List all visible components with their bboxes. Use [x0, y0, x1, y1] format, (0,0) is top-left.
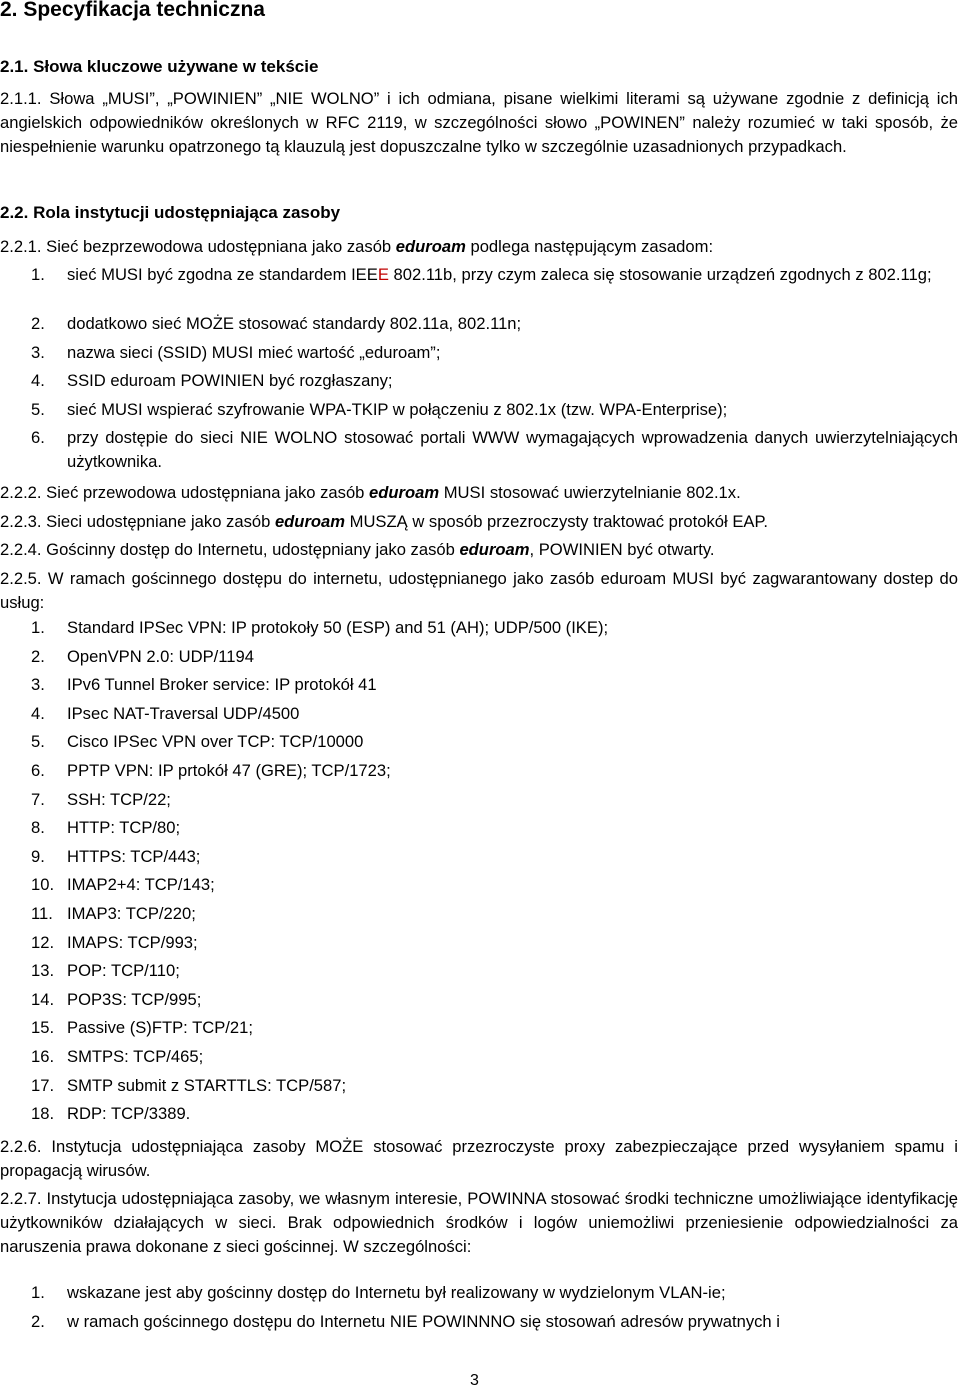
list-item-text: SSID eduroam POWINIEN być rozgłaszany; [67, 371, 393, 390]
paragraph-label: 2.2.2. [0, 483, 42, 502]
list-item-text: IMAP2+4: TCP/143; [67, 875, 215, 895]
list-item [0, 426, 958, 474]
list-item-text: RDP: TCP/3389. [67, 1104, 191, 1124]
list-item-number: 11. [31, 904, 53, 923]
list-item-text: HTTPS: TCP/443; [67, 846, 201, 866]
list-item [0, 702, 958, 726]
list-item-text: wskazane jest aby gościnny dostęp do Internetu był realizowany w wydzielonym VLAN-ie; [67, 1283, 726, 1302]
list-item-number: 2. [31, 646, 45, 666]
list-item-number: 13. [31, 961, 55, 981]
list-item-number: 8. [31, 818, 45, 838]
paragraph-label: 2.2.3. [0, 512, 42, 531]
list-item-text: PPTP VPN: IP prtokół 47 (GRE); TCP/1723; [67, 761, 391, 780]
paragraph-text: Słowa „MUSI”, „POWINIEN” „NIE WOLNO” i ich odmiana, pisane wielkimi literami są używane zgodnie z definicją ich angielskich odpowiedników określonych w RFC 2119, w szczególności słowo „POWINEN” należy rozumieć w taki sposób, że niespełnienie warunku opatrzonego tą klauzulą jest dopuszczalne tylko w szczególnie uzasadnionych przypadkach. [0, 89, 958, 156]
list-item-text: POP: TCP/110; [67, 961, 180, 981]
list-item-number: 6. [31, 761, 45, 780]
eduroam-emphasis: eduroam [274, 512, 346, 531]
list-item-text: IMAPS: TCP/993; [67, 932, 198, 952]
list-item-text: IPsec NAT-Traversal UDP/4500 [67, 703, 300, 723]
list-item-number: 6. [31, 428, 45, 447]
page-number: 3 [470, 1372, 479, 1389]
list-item-text: dodatkowo sieć MOŻE stosować standardy 802.11a, 802.11n; [67, 314, 522, 333]
list-item-text: IMAP3: TCP/220; [67, 904, 196, 923]
list-item-number: 3. [31, 343, 45, 362]
subsection-heading-2-1: 2.1. Słowa kluczowe używane w tekście [0, 57, 319, 76]
list-item-text: SMTPS: TCP/465; [67, 1047, 204, 1066]
paragraph-label: 2.2.7. [0, 1189, 42, 1208]
list-item-number: 15. [31, 1018, 55, 1038]
list-item [0, 902, 958, 926]
list-item-text: sieć MUSI być zgodna ze standardem IEEE 802.11b, przy czym zaleca się stosowanie urządzeń zgodnych z 802.11g; [67, 265, 932, 284]
paragraph-2-2-3: 2.2.3. Sieci udostępniane jako zasób eduroam MUSZĄ w sposób przezroczysty traktować protokół EAP. [0, 512, 769, 531]
list-item-number: 1. [31, 1283, 45, 1302]
list-item-number: 9. [31, 846, 45, 866]
list-item-text: POP3S: TCP/995; [67, 989, 202, 1009]
list-item-number: 16. [31, 1047, 55, 1066]
paragraph-2-2-7 [0, 1187, 958, 1259]
eduroam-emphasis: eduroam [459, 540, 530, 559]
list-item [0, 959, 958, 983]
list-item [0, 873, 958, 897]
eduroam-emphasis: eduroam [395, 237, 466, 256]
list-item-number: 10. [31, 875, 55, 895]
list-item [0, 788, 958, 812]
list-item [0, 645, 958, 669]
paragraph-label: 2.2.5. [0, 569, 42, 588]
paragraph-label: 2.2.6. [0, 1137, 42, 1156]
list-item-text: w ramach gościnnego dostępu do Internetu NIE POWINNNO się stosowań adresów prywatnych i [67, 1312, 780, 1331]
list-item-text: Cisco IPSec VPN over TCP: TCP/10000 [67, 732, 364, 752]
list-item-number: 1. [31, 265, 45, 284]
paragraph-2-2-4: 2.2.4. Gościnny dostęp do Internetu, udostępniany jako zasób eduroam, POWINIEN być otwarty. [0, 540, 715, 559]
paragraph-2-2-1 [0, 235, 958, 259]
list-item [0, 730, 958, 754]
list-item-text: Passive (S)FTP: TCP/21; [67, 1018, 253, 1038]
list-item-number: 5. [31, 732, 45, 752]
list-item-number: 17. [31, 1075, 55, 1095]
eduroam-emphasis: eduroam [369, 483, 440, 502]
list-item-text: SMTP submit z STARTTLS: TCP/587; [67, 1075, 347, 1095]
list-item [0, 845, 958, 869]
list-item-number: 2. [31, 314, 45, 333]
paragraph-2-2-6 [0, 1135, 958, 1183]
paragraph-label: 2.1.1. [0, 89, 42, 108]
paragraph-text-after: podlega następującym zasadom: [465, 237, 714, 256]
list-item [0, 931, 958, 955]
list-item [0, 263, 958, 311]
list-item [0, 1074, 958, 1098]
list-item-text: HTTP: TCP/80; [67, 818, 181, 838]
paragraph-text: Instytucja udostępniająca zasoby, we własnym interesie, POWINNA stosować środki techniczne umożliwiające identyfikację użytkowników działających w sieci. Brak odpowiednich środków i logów uniemożliwi przeniesienie odpowiedzialności za naruszenia prawa dokonane z sieci gościnnej. W szczególności: [0, 1189, 958, 1256]
list-item [0, 1045, 958, 1069]
list-item [0, 988, 958, 1012]
paragraph-text: Instytucja udostępniająca zasoby MOŻE stosować przezroczyste proxy zabezpieczające przed wysyłaniem spamu i propagacją wirusów. [0, 1137, 958, 1180]
list-item-text: Standard IPSec VPN: IP protokoły 50 (ESP) and 51 (AH); UDP/500 (IKE); [67, 618, 609, 637]
list-item-number: 5. [31, 400, 45, 419]
list-item-text: sieć MUSI wspierać szyfrowanie WPA-TKIP w połączeniu z 802.1x (tzw. WPA-Enterprise); [67, 400, 728, 419]
section-heading: 2. Specyfikacja techniczna [0, 0, 265, 21]
list-item [0, 1016, 958, 1040]
list-item-number: 2. [31, 1312, 45, 1331]
paragraph-text: W ramach gościnnego dostępu do internetu, udostępnianego jako zasób eduroam MUSI być zagwarantowany dostep do usług: [0, 569, 958, 612]
paragraph-2-1-1 [0, 87, 958, 159]
paragraph-2-2-5 [0, 567, 958, 615]
list-item-number: 12. [31, 932, 55, 952]
list-item-text: nazwa sieci (SSID) MUSI mieć wartość „eduroam”; [67, 343, 441, 362]
list-item [0, 1102, 958, 1126]
list-item-text: przy dostępie do sieci NIE WOLNO stosować portali WWW wymagających wprowadzenia danych uwierzytelniających użytkownika. [67, 428, 958, 471]
subsection-heading-2-2: 2.2. Rola instytucji udostępniająca zasoby [0, 203, 341, 222]
paragraph-text-before: Sieć bezprzewodowa udostępniana jako zasób [46, 237, 396, 256]
paragraph-label: 2.2.4. [0, 540, 42, 559]
list-item-text: OpenVPN 2.0: UDP/1194 [67, 646, 254, 666]
list-item-number: 4. [31, 371, 45, 390]
list-item-number: 3. [31, 675, 45, 695]
paragraph-2-2-2: 2.2.2. Sieć przewodowa udostępniana jako zasób eduroam MUSI stosować uwierzytelnianie 802.1x. [0, 483, 741, 502]
paragraph-label: 2.2.1. [0, 237, 42, 256]
list-item-text: IPv6 Tunnel Broker service: IP protokół 41 [67, 675, 377, 695]
list-item-text: SSH: TCP/22; [67, 789, 171, 809]
list-item [0, 759, 958, 783]
list-item [0, 816, 958, 840]
list-item-number: 18. [31, 1104, 55, 1124]
list-item-number: 14. [31, 989, 55, 1009]
list-item-number: 1. [31, 618, 45, 637]
list-item [0, 673, 958, 697]
list-item-number: 4. [31, 703, 45, 723]
list-item [0, 616, 958, 640]
list-item-number: 7. [31, 789, 45, 809]
